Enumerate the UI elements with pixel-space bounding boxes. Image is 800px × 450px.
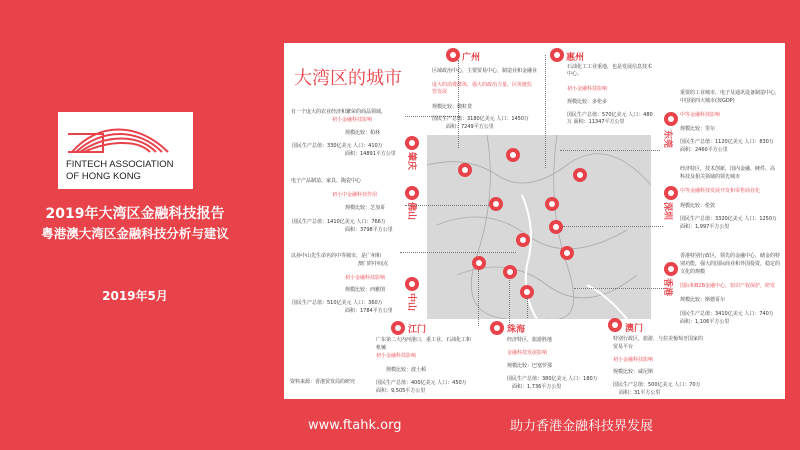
hongkong-compare: 规模比较：斯德哥尔 xyxy=(680,297,726,303)
zhuhai-tag: 金融科技发展影响 xyxy=(507,350,548,356)
macau-desc-2: 贸易平台 xyxy=(613,344,634,350)
website-link[interactable]: www.ftahk.org xyxy=(308,418,402,433)
hongkong-name: 香港 xyxy=(662,278,672,297)
hongkong-desc-2: 别功能，强大的国际商业和外国投资，稳定的 xyxy=(680,261,781,267)
huizhou-area: 万 面积：11347平方公里 xyxy=(567,119,625,125)
report-subtitle: 粤港澳大湾区金融科技分析与建议 xyxy=(41,226,229,241)
huizhou-desc-1: 石油化工工业重地，也是发展信息技术 xyxy=(567,64,653,70)
zhongshan-compare: 规模比较：西雅图 xyxy=(345,287,386,293)
dongguan-pin[interactable] xyxy=(545,197,559,211)
macau-connector xyxy=(527,298,528,318)
shenzhen-desc-1: 经济特区，技术创新，国内金融、硬件、高 xyxy=(680,166,776,172)
jiangmen-desc-1: 广东第二大内河港口，重工业、石油化工和 xyxy=(376,337,472,343)
shenzhen-name: 深圳 xyxy=(662,202,672,221)
zhuhai-connector xyxy=(509,280,510,325)
jiangmen-label-pin xyxy=(391,321,405,335)
zhuhai-gdp: 国民生产总值：380亿美元 人口：180万 xyxy=(507,376,598,382)
shenzhen-connector xyxy=(563,226,663,227)
zhongshan-connector xyxy=(400,252,516,253)
zhuhai-area: 面积：1,736平方公里 xyxy=(512,384,562,390)
dongguan-gdp: 国民生产总值：1120亿美元 人口：830万 xyxy=(680,139,774,145)
zhaoqing-tag: 初小金融科技影响 xyxy=(332,117,373,123)
hongkong-label-pin xyxy=(664,262,678,276)
dongguan-label-pin xyxy=(664,112,678,126)
macau-pin[interactable] xyxy=(520,285,534,299)
hongkong-pin[interactable] xyxy=(560,246,574,260)
svg-text:FINTECH ASSOCIATION: FINTECH ASSOCIATION xyxy=(66,159,174,170)
dongguan-desc-1: 重要的工业城市，电子及通讯设备制造中心， xyxy=(680,90,781,96)
svg-text:OF HONG KONG: OF HONG KONG xyxy=(66,171,141,182)
zhongshan-tag: 初小金融科技影响 xyxy=(345,275,386,281)
report-title: 2019年大湾区金融科技报告 xyxy=(45,206,225,222)
macau-desc-1: 特别行政区，旅游，与拉美葡萄牙国家的 xyxy=(613,336,704,342)
jiangmen-desc-2: 机械 xyxy=(376,345,387,351)
zhongshan-name: 中山 xyxy=(406,293,416,312)
huizhou-tag: 初小金融科技影响 xyxy=(567,86,608,92)
zhuhai-pin[interactable] xyxy=(503,265,517,279)
zhongshan-pin[interactable] xyxy=(516,233,530,247)
huizhou-compare: 规模比较：多伦多 xyxy=(567,99,608,105)
jiangmen-area: 面积：9,505平方公里 xyxy=(376,388,426,394)
macau-label-pin xyxy=(608,318,622,332)
dongguan-name: 东莞 xyxy=(662,130,672,149)
zhongshan-desc-1: 以孙中山先生命名的中等城市，是广州和 xyxy=(291,253,382,259)
macau-area: 面积：31平方公里 xyxy=(619,390,661,396)
huizhou-pin[interactable] xyxy=(573,168,587,182)
zhaoqing-gdp: 国民生产总值：330亿美元 人口：410万 xyxy=(292,143,383,149)
huizhou-desc-2: 中心。 xyxy=(567,71,583,77)
fintech-association-logo xyxy=(58,112,193,189)
jiangmen-name: 江门 xyxy=(408,325,427,335)
foshan-desc-1: 电子产品制造、家具、陶瓷中心 xyxy=(291,178,362,184)
foshan-compare: 规模比较：芝加哥 xyxy=(345,205,386,211)
guangzhou-label-pin xyxy=(446,48,460,62)
guangzhou-desc-2: 庞大的消费群体，强大的政治力量，区块链监 xyxy=(432,82,533,88)
macau-name: 澳门 xyxy=(625,324,644,334)
shenzhen-tag: 中等金融科技发展开发和零售商业化 xyxy=(680,188,761,194)
zhaoqing-name: 肇庆 xyxy=(406,152,416,171)
hongkong-tag: 国际和B2B金融中心，知识产权保护，研发 xyxy=(680,283,776,289)
guangzhou-name: 广州 xyxy=(462,53,481,63)
hongkong-desc-3: 文化的规模 xyxy=(680,269,706,275)
panel-title: 大湾区的城市 xyxy=(294,68,402,89)
dongguan-tag: 中等金融科技影响 xyxy=(680,112,721,118)
jiangmen-tag: 初小金融科技影响 xyxy=(376,353,417,359)
guangzhou-gdp: 国民生产总值：3180亿美元 人口：1450万 xyxy=(432,116,530,122)
foshan-area: 面积：3798平方公里 xyxy=(345,227,393,233)
hongkong-desc-1: 香港特别行政区，领先的金融中心，储金的特 xyxy=(680,253,781,259)
huizhou-label-pin xyxy=(550,48,564,62)
foshan-pin[interactable] xyxy=(489,197,503,211)
dongguan-desc-2: 中国第四大城市(按GDP) xyxy=(680,98,735,104)
foshan-label-pin xyxy=(405,186,419,200)
macau-gdp: 国民生产总值：500亿美元 人口：70万 xyxy=(613,382,701,388)
zhuhai-desc-1: 经济特区，旅游胜地 xyxy=(507,337,553,343)
jiangmen-pin[interactable] xyxy=(472,256,486,270)
zhaoqing-compare: 规模比较：柏林 xyxy=(345,130,381,136)
shenzhen-pin[interactable] xyxy=(549,220,563,234)
shenzhen-label-pin xyxy=(664,186,678,200)
foshan-tag: 初小中金融科技作用 xyxy=(332,192,378,198)
zhaoqing-desc-1: 有一个庞大的农业经济和繁荣的商品领域， xyxy=(291,109,387,115)
shenzhen-compare: 规模比较：伦敦 xyxy=(680,203,716,209)
source-note: 资料来源：香港贸发局的研究 xyxy=(290,379,356,385)
zhuhai-name: 珠海 xyxy=(507,325,526,335)
macau-compare: 规模比较：威尼斯 xyxy=(613,369,654,375)
hongkong-area: 面积：1,106平方公里 xyxy=(680,319,730,325)
guangzhou-area: 面积：7249平方公里 xyxy=(446,124,494,130)
slogan-text: 助力香港金融科技界发展 xyxy=(510,419,654,434)
guangzhou-desc-3: 管发展 xyxy=(432,89,448,95)
macau-tag: 初小金融科技影响 xyxy=(613,357,654,363)
guangzhou-pin[interactable] xyxy=(506,148,520,162)
dongguan-area: 面积：2460平方公里 xyxy=(680,147,728,153)
report-date: 2019年5月 xyxy=(102,289,168,303)
zhaoqing-label-pin xyxy=(405,136,419,150)
huizhou-gdp: 国民生产总值：570亿美元 人口：480 xyxy=(567,112,653,118)
hongkong-gdp: 国民生产总值：3410亿美元 人口：740万 xyxy=(680,311,774,317)
shenzhen-desc-2: 科技及相关领域的领先城市 xyxy=(680,174,741,180)
zhuhai-compare: 规模比较：巴塞罗那 xyxy=(507,363,553,369)
shenzhen-area: 面积：1,997平方公里 xyxy=(680,224,730,230)
zhongshan-gdp: 国民生产总值：510亿美元 人口：360万 xyxy=(292,300,383,306)
zhuhai-label-pin xyxy=(490,321,504,335)
foshan-gdp: 国民生产总值：1410亿美元 人口：766万 xyxy=(292,219,386,225)
jiangmen-gdp: 国民生产总值：400亿美元 人口：450万 xyxy=(376,380,467,386)
jiangmen-compare: 规模比较：波士顿 xyxy=(386,367,427,373)
hongkong-connector xyxy=(574,288,664,289)
guangzhou-desc-1: 区域政治中心，主要贸易中心，制造业和金融业 xyxy=(432,68,538,74)
zhongshan-desc-2: 澳门的中间点 xyxy=(358,261,389,267)
zhaoqing-area: 面积：14891平方公里 xyxy=(345,151,396,157)
guangzhou-compare: 规模比较：微粒贷 xyxy=(432,104,473,110)
zhaoqing-pin[interactable] xyxy=(458,163,472,177)
zhongshan-area: 面积：1784平方公里 xyxy=(345,308,393,314)
shenzhen-gdp: 国民生产总值：3320亿美元 人口：1250万 xyxy=(680,216,778,222)
jiangmen-connector xyxy=(478,270,479,326)
dongguan-compare: 规模比较：里尔 xyxy=(680,126,716,132)
huizhou-name: 惠州 xyxy=(566,53,585,63)
foshan-name: 佛山 xyxy=(406,202,416,221)
zhongshan-label-pin xyxy=(405,277,419,291)
dongguan-connector xyxy=(560,150,660,151)
huizhou-connector xyxy=(545,55,546,168)
